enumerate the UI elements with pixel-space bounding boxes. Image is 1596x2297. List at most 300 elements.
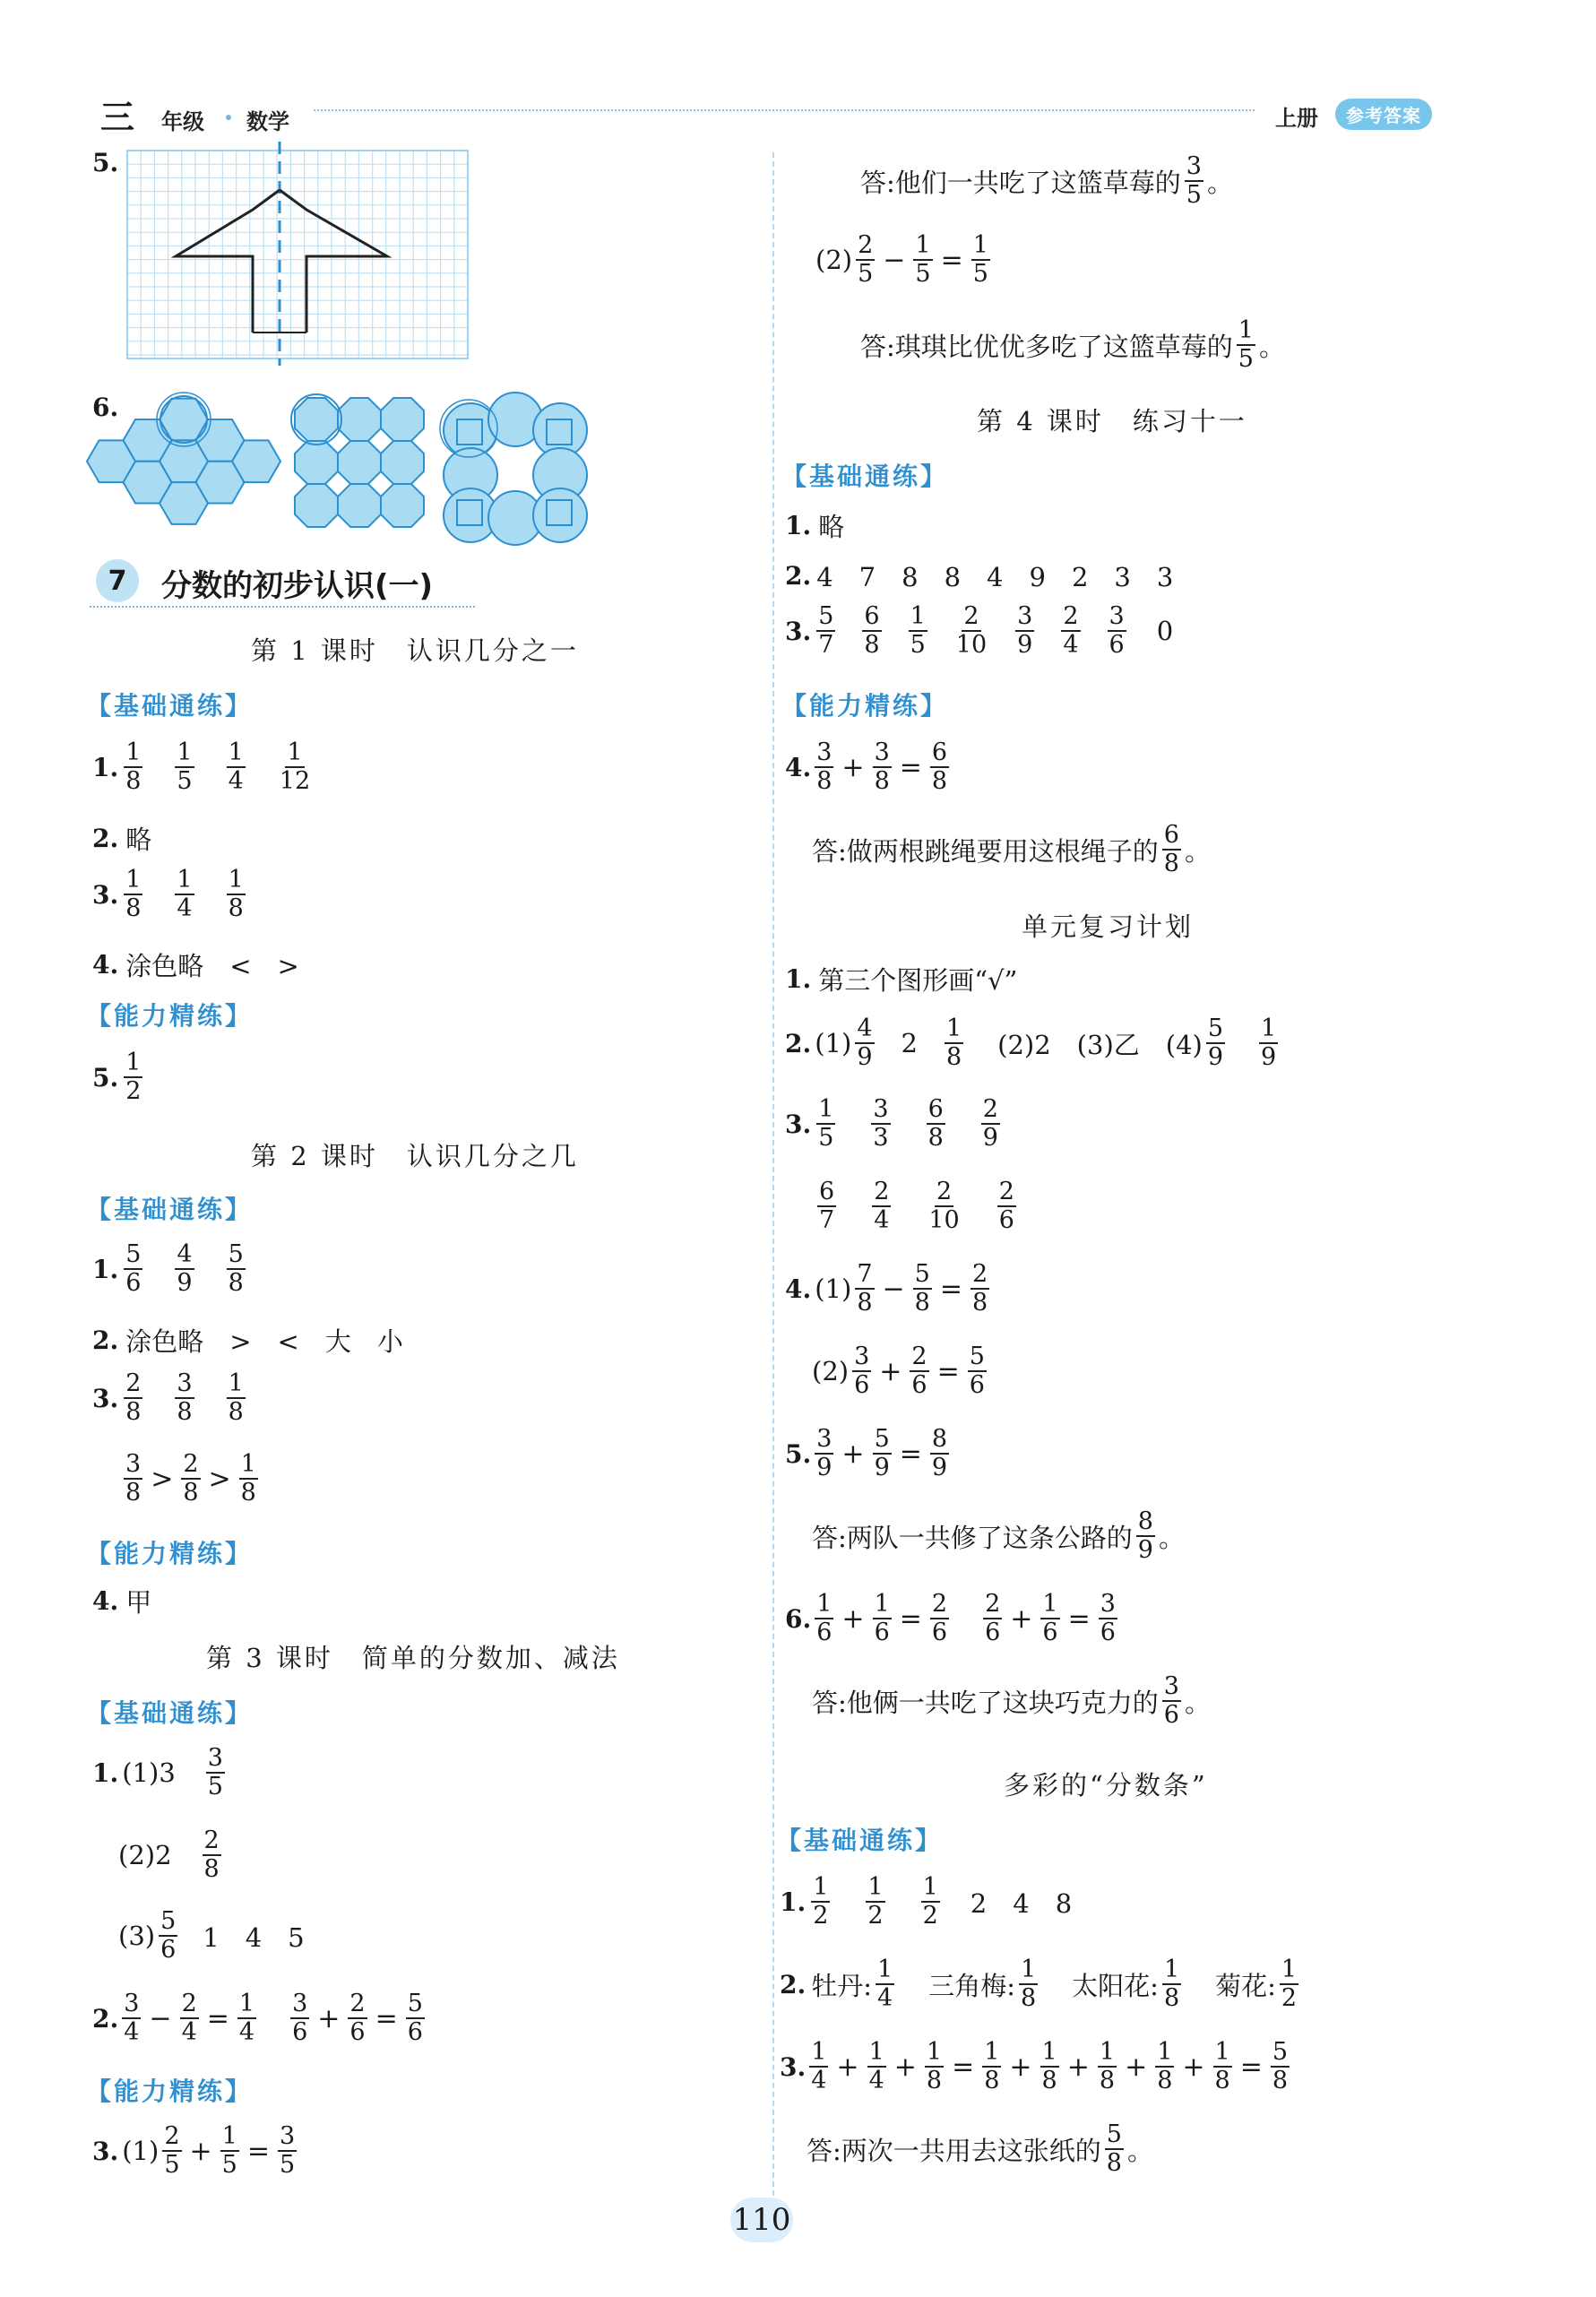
l1-q1-number: 1. bbox=[92, 752, 119, 782]
st-q3-ans: 答:两次一共用去这张纸的 bbox=[807, 2135, 1101, 2166]
l3-q1a-frac: 3 5 bbox=[207, 1744, 223, 1801]
l2-q3-compare bbox=[120, 1452, 262, 1507]
numerator: 2 bbox=[856, 233, 875, 261]
r-ans1-frac: 3 5 bbox=[1186, 152, 1202, 210]
l3-q1a-row bbox=[92, 1746, 229, 1800]
rv-q3-row2-fractions bbox=[812, 1179, 1020, 1234]
eq-result bbox=[237, 1991, 256, 2046]
l4-q3-number: 3. bbox=[785, 616, 812, 646]
fraction-2 bbox=[921, 1875, 940, 1930]
fraction-2 bbox=[227, 740, 246, 795]
l3-q1b-row bbox=[118, 1828, 225, 1883]
mid-term-0 bbox=[982, 2040, 1001, 2094]
numerator: 5 bbox=[1271, 2040, 1290, 2068]
flower-fraction-3 bbox=[1280, 1957, 1298, 2012]
denominator: 9 bbox=[874, 1454, 890, 1482]
answer-badge: 参考答案 bbox=[1335, 99, 1432, 130]
denominator: 4 bbox=[228, 767, 244, 796]
denominator: 6 bbox=[125, 1269, 142, 1298]
fraction-3 bbox=[997, 1179, 1016, 1234]
denominator: 5 bbox=[818, 1124, 834, 1153]
denominator: 5 bbox=[279, 2151, 296, 2180]
numerator: 1 bbox=[220, 2124, 239, 2152]
l2-q3-row bbox=[92, 1371, 249, 1426]
numerator: 6 bbox=[930, 740, 949, 768]
denominator: 10 bbox=[955, 631, 988, 660]
l2-q1-fractions bbox=[118, 1242, 249, 1297]
numerator: 1 bbox=[921, 1875, 940, 1903]
st-q3-result bbox=[1271, 2040, 1290, 2094]
rv-q6-ans: 答:他俩一共吃了这块巧克力的 bbox=[812, 1687, 1159, 1718]
rv-q5-number: 5. bbox=[785, 1438, 812, 1469]
fraction-2 bbox=[909, 604, 927, 659]
flower-label-2: 太阳花: bbox=[1072, 1970, 1159, 2001]
numerator: 3 bbox=[815, 740, 833, 768]
l3-q3-row bbox=[92, 2124, 300, 2179]
denominator: 8 bbox=[931, 767, 948, 796]
denominator: 8 bbox=[125, 1398, 142, 1427]
numerator: 3 bbox=[175, 1371, 194, 1399]
r-ans2-row bbox=[860, 318, 1285, 373]
column-divider bbox=[772, 152, 774, 2196]
l3-q3-eq bbox=[159, 2124, 300, 2179]
denominator: 8 bbox=[228, 1269, 244, 1298]
numerator: 1 bbox=[1019, 1957, 1038, 1985]
numerator: 2 bbox=[910, 1344, 928, 1372]
denominator: 2 bbox=[813, 1902, 829, 1930]
st-q1-tail: 2 4 8 bbox=[970, 1887, 1073, 1919]
numerator: 2 bbox=[124, 1371, 142, 1399]
chapter-number-badge: 7 bbox=[96, 559, 139, 602]
denominator: 6 bbox=[874, 1619, 890, 1647]
l2-q1-row bbox=[92, 1242, 249, 1297]
denominator: 8 bbox=[914, 1289, 930, 1317]
l4-q1-number: 1. bbox=[785, 511, 812, 540]
eq-term-a bbox=[815, 740, 833, 795]
denominator: 9 bbox=[1017, 631, 1033, 660]
operator: = bbox=[246, 2135, 270, 2167]
denominator: 8 bbox=[177, 1398, 193, 1427]
eq-term-a bbox=[983, 1592, 1002, 1646]
section-basic-4: 【基础通练】 bbox=[781, 462, 949, 491]
denominator: 8 bbox=[857, 1289, 873, 1317]
l3-q3-label: (1) bbox=[122, 2136, 160, 2167]
operator: = bbox=[375, 2002, 398, 2034]
cmp-op1: > bbox=[151, 1463, 174, 1495]
eq-result bbox=[968, 1344, 987, 1399]
rv-q6-ans-row bbox=[812, 1674, 1211, 1729]
denominator: 8 bbox=[1041, 2067, 1057, 2095]
denominator: 8 bbox=[1214, 2067, 1230, 2095]
denominator: 9 bbox=[177, 1269, 193, 1298]
eq-term-b bbox=[910, 1344, 928, 1399]
l4-q4-frac: 6 8 bbox=[1163, 821, 1179, 878]
numerator: 2 bbox=[348, 1991, 367, 2019]
eq-term-b bbox=[873, 740, 892, 795]
operator: − bbox=[882, 1273, 905, 1305]
eq-term-b bbox=[348, 1991, 367, 2046]
denominator: 8 bbox=[984, 2067, 1000, 2095]
octagon-2-1 bbox=[338, 484, 381, 527]
fraction-3 bbox=[278, 740, 312, 795]
eq-term-a bbox=[855, 1262, 874, 1317]
operator: + bbox=[841, 1438, 865, 1470]
question-5-number: 5. bbox=[92, 148, 119, 177]
numerator: 1 bbox=[867, 2040, 886, 2068]
eq-term-b bbox=[1040, 1592, 1059, 1646]
operator: + bbox=[189, 2135, 212, 2167]
flower-label-3: 菊花: bbox=[1215, 1970, 1276, 2001]
denominator: 8 bbox=[1163, 1984, 1180, 2013]
st-q3-row bbox=[780, 2040, 1293, 2094]
l3-q3-number: 3. bbox=[92, 2136, 119, 2166]
symmetry-grid-figure bbox=[127, 151, 468, 358]
rv-q5-ans-row bbox=[812, 1509, 1185, 1564]
denominator: 5 bbox=[915, 260, 931, 289]
l1-q3-fractions bbox=[118, 868, 249, 922]
numerator: 3 bbox=[852, 1344, 871, 1372]
numerator: 6 bbox=[817, 1179, 836, 1207]
r-ans2-frac: 1 5 bbox=[1238, 316, 1254, 374]
denominator: 6 bbox=[854, 1371, 870, 1400]
operator: = bbox=[899, 751, 922, 783]
numerator: 3 bbox=[1099, 1592, 1117, 1619]
denominator: 8 bbox=[125, 894, 142, 923]
denominator: 8 bbox=[927, 1124, 944, 1153]
section-ability-2: 【能力精练】 bbox=[86, 1539, 254, 1568]
eq-term-a bbox=[856, 233, 875, 288]
fraction-0 bbox=[817, 1179, 836, 1234]
fraction-0 bbox=[124, 1050, 142, 1105]
numerator: 3 bbox=[1015, 604, 1034, 632]
l4-q3-tail: 0 bbox=[1156, 616, 1174, 647]
fraction-0 bbox=[124, 1371, 142, 1426]
denominator: 2 bbox=[125, 1077, 142, 1106]
r-ans1-row bbox=[860, 154, 1233, 209]
mid-term-2 bbox=[1098, 2040, 1117, 2094]
denominator: 5 bbox=[221, 2151, 237, 2180]
l2-q4-row bbox=[92, 1583, 151, 1619]
l2-q4-text: 甲 bbox=[125, 1587, 152, 1618]
lesson-2-title: 第 2 课时 认识几分之几 bbox=[251, 1141, 579, 1171]
numerator: 1 bbox=[1040, 1592, 1059, 1619]
l4-q2-row bbox=[785, 557, 1173, 594]
r-ans2-end: 。 bbox=[1258, 331, 1285, 362]
numerator: 5 bbox=[124, 1242, 142, 1270]
fraction-1 bbox=[175, 868, 194, 922]
denominator: 6 bbox=[816, 1619, 833, 1647]
octagon-1-2 bbox=[381, 441, 424, 484]
fraction-1 bbox=[175, 740, 194, 795]
numerator: 5 bbox=[406, 1991, 425, 2019]
numerator: 8 bbox=[930, 1427, 949, 1455]
grade-label: 年级 bbox=[161, 109, 204, 134]
l2-q2-text: 涂色略 > < 大 小 bbox=[125, 1326, 403, 1357]
fraction-6 bbox=[1108, 604, 1126, 659]
flower-label-0: 牡丹: bbox=[811, 1970, 873, 2001]
denominator: 5 bbox=[910, 631, 926, 660]
numerator: 1 bbox=[816, 1097, 835, 1125]
lesson-1-title: 第 1 课时 认识几分之一 bbox=[251, 635, 579, 666]
l3-q2-eq1 bbox=[118, 1991, 260, 2046]
rv-q4-eq1 bbox=[851, 1262, 993, 1317]
l3-q1-number: 1. bbox=[92, 1757, 119, 1788]
r-ans1-text: 答:他们一共吃了这篮草莓的 bbox=[860, 167, 1181, 198]
rv-q6-end: 。 bbox=[1184, 1687, 1211, 1718]
numerator: 3 bbox=[278, 2124, 297, 2152]
chapter-title: 分数的初步认识(一) bbox=[161, 568, 434, 604]
operator: − bbox=[883, 244, 906, 276]
numerator: 1 bbox=[227, 1371, 246, 1399]
cmp-a: 3 8 bbox=[125, 1450, 142, 1507]
l2-q2-number: 2. bbox=[92, 1326, 119, 1355]
octagon-0-2 bbox=[381, 398, 424, 441]
fraction-1 bbox=[175, 1242, 194, 1297]
eq-result bbox=[971, 1262, 989, 1317]
denominator: 8 bbox=[1157, 2067, 1173, 2095]
eq-result bbox=[930, 740, 949, 795]
eq-term-b bbox=[180, 1991, 199, 2046]
numerator: 1 bbox=[866, 1875, 884, 1903]
operator: = bbox=[899, 1602, 922, 1635]
operator: + bbox=[1066, 2051, 1090, 2083]
numerator: 1 bbox=[124, 868, 142, 895]
rv-q2-number: 2. bbox=[785, 1028, 812, 1058]
rv-q6-eq2 bbox=[979, 1592, 1121, 1646]
st-q1-fractions bbox=[806, 1875, 944, 1930]
numerator: 2 bbox=[981, 1097, 1000, 1125]
numerator: 2 bbox=[872, 1179, 891, 1207]
st-q1-number: 1. bbox=[780, 1887, 807, 1917]
rv-q2-f4: 1 9 bbox=[1261, 1015, 1277, 1072]
rv-q2-p1: (1) bbox=[815, 1028, 852, 1059]
numerator: 2 bbox=[935, 1179, 953, 1207]
operator: + bbox=[841, 751, 865, 783]
section-ability-3: 【能力精练】 bbox=[86, 2077, 254, 2106]
numerator: 1 bbox=[809, 2040, 828, 2068]
cmp-c: 1 8 bbox=[240, 1450, 256, 1507]
fraction-0 bbox=[124, 740, 142, 795]
l4-q4-end: 。 bbox=[1184, 835, 1211, 867]
numerator: 1 bbox=[175, 868, 194, 895]
numerator: 3 bbox=[290, 1991, 309, 2019]
header-dot bbox=[226, 115, 231, 120]
fraction-0 bbox=[811, 1875, 830, 1930]
denominator: 8 bbox=[1099, 2067, 1116, 2095]
rv-q1-row bbox=[785, 961, 1017, 997]
fraction-2 bbox=[227, 1371, 246, 1426]
denominator: 10 bbox=[928, 1206, 960, 1235]
denominator: 8 bbox=[228, 894, 244, 923]
operator: + bbox=[1182, 2051, 1205, 2083]
rv-q4-number: 4. bbox=[785, 1274, 812, 1304]
rv-q2-f3: 5 9 bbox=[1207, 1015, 1224, 1072]
denominator: 12 bbox=[279, 767, 311, 796]
denominator: 8 bbox=[1272, 2067, 1289, 2095]
eq-term-b bbox=[873, 1427, 892, 1481]
numerator: 5 bbox=[227, 1242, 246, 1270]
l2-q2-row bbox=[92, 1322, 403, 1359]
eq-term-b bbox=[913, 233, 932, 288]
l1-q4-text: 涂色略 < > bbox=[125, 951, 299, 981]
rv-q4-p1: (1) bbox=[815, 1274, 852, 1305]
denominator: 8 bbox=[926, 2067, 943, 2095]
l1-q5-row bbox=[92, 1050, 146, 1105]
fraction-1 bbox=[866, 1875, 884, 1930]
st-q3-end: 。 bbox=[1126, 2135, 1153, 2166]
eq-term-a bbox=[815, 1592, 833, 1646]
lhs-term-1 bbox=[867, 2040, 886, 2094]
operator: + bbox=[836, 2051, 859, 2083]
question-6-number: 6. bbox=[92, 393, 119, 422]
l2-q3-number: 3. bbox=[92, 1383, 119, 1413]
numerator: 1 bbox=[1162, 1957, 1181, 1985]
strips-title: 多彩的“分数条” bbox=[1004, 1770, 1208, 1800]
lhs-term-0 bbox=[809, 2040, 828, 2094]
section-basic-1: 【基础通练】 bbox=[86, 691, 254, 721]
cmp-op2: > bbox=[208, 1463, 231, 1495]
denominator: 8 bbox=[1020, 1984, 1037, 2013]
numerator: 5 bbox=[913, 1262, 932, 1290]
rv-q2-f2: 1 8 bbox=[945, 1015, 962, 1072]
operator: = bbox=[939, 1273, 962, 1305]
fraction-1 bbox=[871, 1097, 890, 1152]
eq-term-a bbox=[162, 2124, 181, 2179]
mid-term-4 bbox=[1213, 2040, 1232, 2094]
numerator: 1 bbox=[909, 604, 927, 632]
fraction-0 bbox=[816, 604, 835, 659]
operator: = bbox=[1067, 1602, 1091, 1635]
rv-q5-end: 。 bbox=[1158, 1522, 1185, 1553]
rv-q6-eq1 bbox=[811, 1592, 953, 1646]
eq-term-b bbox=[220, 2124, 239, 2179]
denominator: 9 bbox=[816, 1454, 833, 1482]
lesson-3-title: 第 3 课时 简单的分数加、减法 bbox=[206, 1643, 620, 1673]
eq-result bbox=[406, 1991, 425, 2046]
denominator: 8 bbox=[971, 1289, 988, 1317]
fraction-1 bbox=[872, 1179, 891, 1234]
l1-q3-row bbox=[92, 868, 249, 922]
operator: = bbox=[952, 2051, 975, 2083]
numerator: 1 bbox=[913, 233, 932, 261]
eq-result bbox=[971, 233, 990, 288]
numerator: 6 bbox=[927, 1097, 945, 1125]
numerator: 5 bbox=[816, 604, 835, 632]
numerator: 5 bbox=[968, 1344, 987, 1372]
denominator: 8 bbox=[125, 767, 142, 796]
denominator: 6 bbox=[998, 1206, 1014, 1235]
rv-q3-number: 3. bbox=[785, 1109, 812, 1139]
st-q1-row bbox=[780, 1875, 1072, 1930]
header-rule bbox=[314, 109, 1255, 111]
denominator: 8 bbox=[228, 1398, 244, 1427]
l1-q2-row bbox=[92, 820, 151, 857]
eq-result bbox=[278, 2124, 297, 2179]
l4-q1-text: 略 bbox=[818, 512, 845, 542]
denominator: 2 bbox=[922, 1902, 938, 1930]
numerator: 3 bbox=[871, 1097, 890, 1125]
numerator: 1 bbox=[876, 1957, 894, 1985]
octagon-0-1 bbox=[338, 398, 381, 441]
l3-q1c-frac: 5 6 bbox=[160, 1907, 177, 1965]
rv-q5-row bbox=[785, 1427, 953, 1481]
rv-q1-text: 第三个图形画“√” bbox=[818, 965, 1018, 996]
denominator: 7 bbox=[819, 1206, 835, 1235]
rv-q1-number: 1. bbox=[785, 964, 812, 994]
mid-term-1 bbox=[1040, 2040, 1059, 2094]
denominator: 6 bbox=[349, 2018, 366, 2047]
rv-q2-t1: 2 bbox=[901, 1028, 918, 1059]
eq-term-a bbox=[852, 1344, 871, 1399]
numerator: 1 bbox=[815, 1592, 833, 1619]
numerator: 1 bbox=[227, 740, 246, 768]
l3-q1a-label: (1)3 bbox=[122, 1757, 176, 1789]
volume-label: 上册 bbox=[1275, 106, 1318, 131]
lesson-4-title: 第 4 课时 练习十一 bbox=[977, 406, 1247, 436]
eq-term-b bbox=[873, 1592, 892, 1646]
rv-q6-row bbox=[785, 1592, 1121, 1646]
denominator: 6 bbox=[969, 1371, 985, 1400]
l3-q2-number: 2. bbox=[92, 2003, 119, 2034]
denominator: 5 bbox=[164, 2151, 180, 2180]
rv-q5-ans: 答:两队一共修了这条公路的 bbox=[812, 1522, 1133, 1553]
r-p2-row bbox=[815, 233, 994, 288]
denominator: 4 bbox=[177, 894, 193, 923]
denominator: 4 bbox=[868, 2067, 884, 2095]
denominator: 5 bbox=[972, 260, 988, 289]
flower-label-1: 三角梅: bbox=[928, 1970, 1015, 2001]
l1-q2-text: 略 bbox=[125, 825, 152, 855]
st-q2-items bbox=[806, 1957, 1302, 2012]
denominator: 4 bbox=[124, 2018, 140, 2047]
hexagon-patterns bbox=[121, 385, 677, 547]
flower-fraction-1 bbox=[1019, 1957, 1038, 2012]
eq-term-b bbox=[913, 1262, 932, 1317]
l1-q4-number: 4. bbox=[92, 950, 119, 980]
rv-q3-row1 bbox=[785, 1097, 1004, 1152]
operator: = bbox=[936, 1355, 960, 1387]
numerator: 1 bbox=[811, 1875, 830, 1903]
rv-q3-row1-fractions bbox=[811, 1097, 1004, 1152]
denominator: 6 bbox=[292, 2018, 308, 2047]
l1-q3-number: 3. bbox=[92, 879, 119, 910]
numerator: 2 bbox=[997, 1179, 1016, 1207]
numerator: 1 bbox=[982, 2040, 1001, 2068]
eq-result bbox=[930, 1427, 949, 1481]
eq-result bbox=[1099, 1592, 1117, 1646]
octagon-grid-2 bbox=[291, 394, 424, 527]
denominator: 8 bbox=[816, 767, 833, 796]
rv-q5-eq bbox=[811, 1427, 953, 1481]
octagon-2-0 bbox=[295, 484, 338, 527]
numerator: 5 bbox=[873, 1427, 892, 1455]
r-ans2-text: 答:琪琪比优优多吃了这篮草莓的 bbox=[860, 331, 1233, 362]
numerator: 2 bbox=[180, 1991, 199, 2019]
denominator: 3 bbox=[873, 1124, 889, 1153]
ring-circle-7 bbox=[533, 488, 587, 542]
r-ans1-end: 。 bbox=[1206, 167, 1233, 198]
denominator: 5 bbox=[177, 767, 193, 796]
denominator: 4 bbox=[238, 2018, 255, 2047]
section-ability-4: 【能力精练】 bbox=[781, 691, 949, 721]
st-q2-row bbox=[780, 1957, 1302, 2012]
fraction-2 bbox=[927, 1179, 961, 1234]
rv-q6-number: 6. bbox=[785, 1603, 812, 1634]
l3-q1b-frac: 2 8 bbox=[203, 1826, 220, 1884]
numerator: 1 bbox=[227, 868, 246, 895]
l4-q4-ans: 答:做两根跳绳要用这根绳子的 bbox=[812, 835, 1159, 867]
lhs-term-2 bbox=[925, 2040, 944, 2094]
